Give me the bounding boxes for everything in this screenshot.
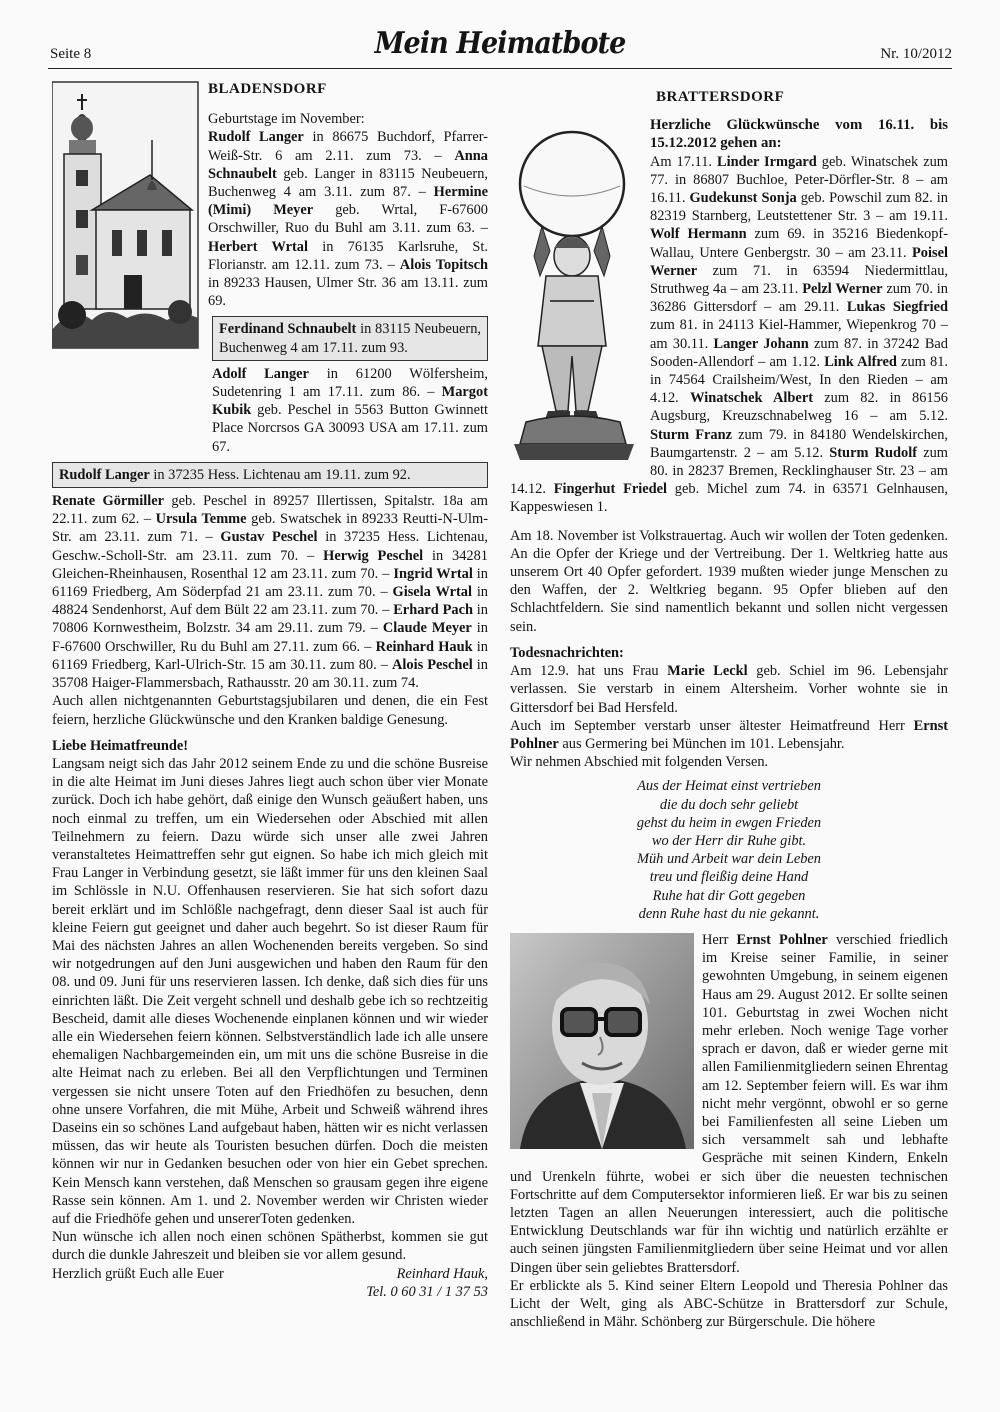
poem-line: treu und fleißig deine Hand <box>649 869 809 886</box>
letter-closing: Nun wünsche ich allen noch einen schönen Spätherbst, kommen sie gut durch die dunkle Jahreszeit und bleiben sie vor allem gesund. <box>52 1229 488 1264</box>
section-heading-bladensdorf: BLADENSDORF <box>208 81 327 97</box>
greeting: Herzlich grüßt Euch alle Euer <box>52 1265 224 1282</box>
poem-line: Müh und Arbeit war dein Leben <box>636 851 821 868</box>
portrait-photo <box>510 933 694 1149</box>
poem-line: denn Ruhe hast du nie gekannt. <box>638 905 820 922</box>
highlight-box-ferdinand: Ferdinand Schnaubelt in 83115 Neubeuern, Buchenweg 4 am 17.11. zum 93. <box>212 316 488 360</box>
death-notice-leckl: Am 12.9. hat uns Frau Marie Leckl geb. Schiel im 96. Lebensjahr verlassen. Sie verstarb in einem Altersheim. Vorher wohnte sie in Gittersdorf bei Bad Hersfeld. <box>510 663 948 716</box>
letter-body: Langsam neigt sich das Jahr 2012 seinem Ende zu und die schöne Busreise in die alte Heimat im Juni dieses Jahres liegt auch schon über vier Monate zurück. Doch ich habe gehört, daß einige den Wunsch geäußert haben, uns noch einmal zu treffen, um ein Wiedersehen oder Abschied mit allen Teilnehmern zu feiern. Dazu würde sich unser alle zwei Jahren veranstaltetes Heimattreffen sehr gut eignen. So habe ich mich gleich mit Frau Langer in Verbindung gesetzt, sie läßt immer für uns den kleinen Saal im Schlössle in N.U. Offenhausen reservieren. Sie hat sich sofort dazu bereit erklärt und im Schlößle nachgefragt, denn dieser Saal ist auch für kleine Feiern gut geeignet und daher auch begehrt. So ist dieser Raum für Mai des nächsten Jahres an allen Wochenenden bereits vergeben. So sind wir notgedrungen auf den Juni ausgewichen und haben den Raum für den 08. und 09. Juni für uns reservieren lassen. Ich denke, daß sich dies für uns einrichten läßt. Die Zeit vergeht schnell und deshalb gebe ich so rechtzeitig Bescheid, damit alle dieses Wochenende einplanen können und wir wieder alle ein Wiedersehen feiern können. Selbstverständlich lade ich alle unsere ehemaligen Nachbargemeinden ein, um mit uns die schöne Busreise in die alte Heimat nach zu erleben. Bei all den Verpflichtungen und Terminen vergessen sie nicht unsere Toten auf den Friedhöfen zu besuchen, denn ohne unsere Vorfahren, die mit Mühe, Arbeit und Schweiß während ihres Daseins ein so schönes Land aufgebaut haben, hätten wir es nicht verlassen müssen, das wir heute als Touristen besuchen dürfen. Doch die meisten können wir nur in Gedanken besuchen oder von hier ein Gebet sprechen. Kein Mensch kann verstehen, daß Menschen so grausam gegen ihre eigene Rasse sein können. Am 1. und 2. November werden wir Christen wieder auf die Friedhöfe gehen und unsererToten gedenken. <box>52 755 488 1227</box>
brattersdorf-birthdays: Am 17.11. Linder Irmgard geb. Winatschek zum 77. in 86807 Buchloe, Peter-Dörfler-Str. 8 – am 16.11. Gudekunst Sonja geb. Powschil zum 82. in 82319 Starnberg, Leutstettener Str. 3 – am 19.11. Wolf Hermann zum 69. in 35216 Biedenkopf-Wallau, Untere Genbergstr. 30 – am 23.11. Poisel Werner zum 71. in 63594 Niedermittlau, Struthweg 4a – am 23.11. Pelzl Werner zum 70. in 36286 Gittersdorf – am 29.11. Lukas Siegfried zum 81. in 24113 Kiel-Hammer, Wiepenkrog 70 – am 30.11. Langer Johann zum 87. in 37242 Bad Sooden-Allendorf – am 1.12. Link Alfred zum 81. in 74564 Crailsheim/West, In den Rieden – am 4.12. Winatschek Albert zum 82. in 86156 Augsburg, Kreuzschnabelweg 16 – am 5.12. Sturm Franz zum 79. in 84180 Wendelskirchen, Baumgartenstr. 2 – am 5.12. Sturm Rudolf zum 80. in 28237 Bremen, Recklinghauser Str. 23 – am 14.12. Fingerhut Friedel geb. Michel zum 74. in 63571 Gelnhausen, Kappeswiesen 1. <box>510 153 949 516</box>
header-rule <box>48 68 952 69</box>
signature-name: Reinhard Hauk, <box>396 1265 488 1282</box>
right-column <box>510 88 948 1331</box>
volkstrauertag-text: Am 18. November ist Volkstrauertag. Auch wir wollen der Toten gedenken. An die Opfer der Kriege und der Vertreibung. Der 1. Weltkrieg hatte aus unserem Ort 40 Opfer gefordert. 1939 mußten wieder junge Menschen zu den Waffen, der 2. Weltkrieg begann. 95 Opfer blieben auf den Schlachtfeldern. Sie sind namentlich bekannt und sollen nicht vergessen sein. <box>510 527 948 635</box>
highlight-box-rudolf: Rudolf Langer in 37235 Hess. Lichtenau am 19.11. zum 92. <box>52 462 488 488</box>
birthday-list-3: Renate Görmiller geb. Peschel in 89257 Illertissen, Spitalstr. 18a am 22.11. zum 62. – Ursula Temme geb. Swatschek in 89233 Reutti-N-Ulm-Str. am 23.11. zum 71. – Gustav Peschel in 37235 Hess. Lichtenau, Geschw.-Scholl-Str. am 23.11. zum 70. – Herwig Peschel in 34281 Gleichen-Rheinhausen, Rosenthal 12 am 23.11. zum 70. – Ingrid Wrtal in 61169 Friedberg, Am Söderpfad 21 am 23.11. zum 70. – Gisela Wrtal in 48824 Sendenhorst, Auf dem Bült 22 am 23.11. zum 70. – Erhard Pach in 70806 Kornwestheim, Bolzstr. 34 am 29.11. zum 79. – Claude Meyer in F-67600 Orschwiller, Ru du Buhl am 27.11. zum 66. – Reinhard Hauk in 61169 Friedberg, Karl-Ulrich-Str. 15 am 30.11. zum 80. – Alois Peschel in 35708 Haiger-Flammersbach, Rathausstr. 20 am 30.11. zum 74. <box>52 493 489 692</box>
deaths-heading: Todesnachrichten: <box>510 644 624 661</box>
poem-line: Aus der Heimat einst vertrieben <box>637 778 821 795</box>
birthday-list-1: Rudolf Langer in 86675 Buchdorf, Pfarrer-Weiß-Str. 6 am 2.11. zum 73. – Anna Schnaubelt geb. Langer in 83115 Neubeuern, Buchenweg 4 am 3.11. zum 87. – Hermine (Mimi) Meyer geb. Wrtal, F-67600 Orschwiller, Ruo du Buhl am 3.11. zum 63. – Herbert Wrtal in 76135 Karlsruhe, St. Florianstr. am 12.11. zum 73. – Alois Topitsch in 89233 Hausen, Ulmer Str. 36 am 13.11. zum 69. <box>208 129 489 310</box>
signature-line <box>52 1265 488 1283</box>
statue-illustration <box>510 126 642 466</box>
letter-heading: Liebe Heimatfreunde! <box>52 737 189 754</box>
congratulations-heading: Herzliche Glückwünsche vom 16.11. bis 15.12.2012 gehen an: <box>650 117 948 152</box>
general-wishes: Auch allen nichtgenannten Geburtstagsjubilaren und denen, die ein Fest feiern, herzliche Glückwünsche und den Kranken baldige Genesung. <box>52 693 488 728</box>
birthday-list-2: Adolf Langer in 61200 Wölfersheim, Sudetenring 1 am 17.11. zum 86. – Margot Kubik geb. Peschel in 5563 Button Gwinnett Place Norcrsos GA 30093 USA am 17.11. zum 67. <box>212 365 488 455</box>
newspaper-title: Mein Heimatbote <box>374 26 626 61</box>
poem-line: wo der Herr dir Ruhe gibt. <box>651 832 807 849</box>
obituary-text: Herr Ernst Pohlner verschied friedlich im Kreise seiner Familie, in seiner gewohnten Umgebung, in seinem eigenen Haus am 29. August 2012. Er sollte seinen 101. Geburtstag in zwei Wochen nicht mehr erleben. Noch wenige Tage vorher sprach er davon, daß er wieder gerne mit allen Familienmitgliedern seinen Ehrentag am 12. September feiern will. Es war ihm nicht mehr vergönnt, obwohl er so gerne bei Familienfesten all seine Lieben um sich versammelt sah und lebhafte Gespräche mit seinen Kindern, Enkeln und Urenkeln führte, wobei er sich über die neuesten technischen Fortschritte auf dem Computersektor informieren ließ. Er war bis zu seinen letzten Tagen an allen Neuerungen interessiert, auch die politische Entwicklung Deutschlands war für ihn wichtig und natürlich erzählte er auch seinen jüngsten Familienmitgliedern über seine Heimat und vor allen Dingen über sein geliebtes Brattersdorf. <box>510 931 948 1276</box>
poem-line: Ruhe hat dir Gott gegeben <box>652 887 806 904</box>
page-header <box>0 0 1000 70</box>
page-number: Seite 8 <box>50 46 92 62</box>
farewell-line: Wir nehmen Abschied mit folgenden Versen. <box>510 754 769 771</box>
section-heading-brattersdorf: BRATTERSDORF <box>656 89 785 105</box>
church-illustration <box>52 80 200 350</box>
poem-line: die du doch sehr geliebt <box>659 796 799 813</box>
obituary-biography: Er erblickte als 5. Kind seiner Eltern Leopold und Theresia Pohlner das Licht der Welt, ging als ABC-Schütze in Brattersdorf zur Schule, anschließend in Mähr. Schönberg zur Bürgerschule. Die höhere <box>510 1277 948 1331</box>
issue-number: Nr. 10/2012 <box>880 46 952 62</box>
death-notice-pohlner: Auch im September verstarb unser ältester Heimatfreund Herr Ernst Pohlner aus Germering bei München im 101. Lebensjahr. <box>510 717 948 752</box>
memorial-poem <box>510 777 948 923</box>
signature-phone: Tel. 0 60 31 / 1 37 53 <box>366 1283 488 1300</box>
poem-line: gehst du heim in ewgen Frieden <box>636 814 822 831</box>
birthdays-intro: Geburtstage im November: <box>208 111 365 128</box>
left-column <box>52 80 488 1301</box>
